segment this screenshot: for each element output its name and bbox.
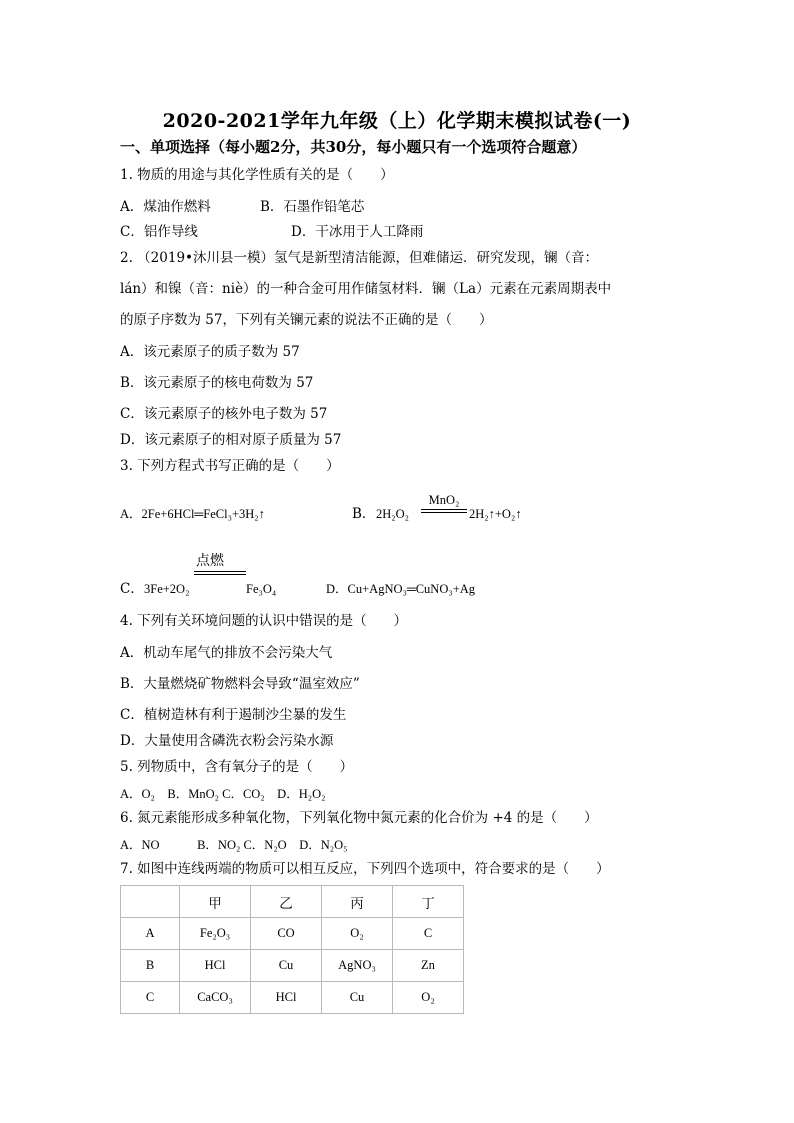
question-2-line-2: lán）和镍（音：niè）的一种合金可用作储氢材料．镧（La）元素在元素周期表中 [120, 281, 612, 297]
question-3-option-c-condition: 点燃 [196, 553, 224, 569]
table-header-cell [121, 886, 180, 918]
question-4-option-b: B．大量燃烧矿物燃料会导致“温室效应” [120, 676, 360, 692]
table-cell: B [121, 950, 180, 982]
question-1-option-b: B．石墨作铅笔芯 [260, 199, 365, 215]
question-2-option-a: A．该元素原子的质子数为 57 [120, 344, 300, 360]
table-row [121, 982, 464, 1014]
question-4-option-d: D．大量使用含磷洗衣粉会污染水源 [120, 733, 334, 749]
table-header-cell: 乙 [251, 886, 322, 918]
question-3-stem: 3. 下列方程式书写正确的是（ ） [120, 458, 340, 474]
question-3-option-c-product: Fe₃O₄ [246, 582, 277, 596]
table-cell: O₂ [322, 918, 393, 950]
question-3-option-b-catalyst: MnO₂ [428, 493, 460, 507]
table-cell: C [393, 918, 464, 950]
question-2-option-c: C．该元素原子的核外电子数为 57 [120, 406, 328, 422]
question-4-stem: 4. 下列有关环境问题的认识中错误的是（ ） [120, 613, 408, 629]
question-4-option-a: A．机动车尾气的排放不会污染大气 [120, 645, 333, 661]
table-cell: Cu [251, 950, 322, 982]
reaction-condition-line [194, 571, 246, 575]
table-header-cell: 丁 [393, 886, 464, 918]
question-2-option-d: D．该元素原子的相对原子质量为 57 [120, 432, 342, 448]
question-1-option-c: C．铝作导线 [120, 224, 198, 240]
question-3-option-b-reactant: 2H₂O₂ [376, 507, 410, 521]
section-heading: 一、单项选择（每小题2分，共30分，每小题只有一个选项符合题意） [120, 138, 587, 156]
table-cell: Zn [393, 950, 464, 982]
question-5-options: A．O₂ B．MnO₂ C．CO₂ D．H₂O₂ [120, 787, 326, 801]
question-6-stem: 6. 氮元素能形成多种氧化物，下列氧化物中氮元素的化合价为 +4 的是（ ） [120, 810, 598, 826]
question-3-option-c-label: C． [120, 581, 144, 597]
question-7-stem: 7. 如图中连线两端的物质可以相互反应，下列四个选项中，符合要求的是（ ） [120, 861, 610, 877]
question-3-option-b-label: B． [352, 506, 376, 522]
question-2-option-b: B．该元素原子的核电荷数为 57 [120, 375, 314, 391]
table-cell: HCl [251, 982, 322, 1014]
question-2-line-1: 2. （2019•沐川县一模）氢气是新型清洁能源，但难储运．研究发现，镧（音： [120, 250, 598, 266]
table-cell: A [121, 918, 180, 950]
question-1-stem: 1. 物质的用途与其化学性质有关的是（ ） [120, 167, 394, 183]
table-cell: CO [251, 918, 322, 950]
question-5-stem: 5. 列物质中，含有氧分子的是（ ） [120, 759, 354, 775]
question-7-table [120, 885, 464, 1014]
table-cell: O₂ [393, 982, 464, 1014]
question-3-option-b-product: 2H₂↑+O₂↑ [469, 507, 522, 521]
question-3-option-a: A．2Fe+6HCl═FeCl₃+3H₂↑ [120, 507, 265, 521]
table-row [121, 950, 464, 982]
reaction-arrow-line [421, 509, 467, 513]
table-cell: Fe₂O₃ [180, 918, 251, 950]
table-cell: C [121, 982, 180, 1014]
table-header-cell: 丙 [322, 886, 393, 918]
table-cell: AgNO₃ [322, 950, 393, 982]
question-1-option-d: D．干冰用于人工降雨 [291, 224, 424, 240]
table-header-row [121, 886, 464, 918]
table-cell: Cu [322, 982, 393, 1014]
question-4-option-c: C．植树造林有利于遏制沙尘暴的发生 [120, 707, 347, 723]
question-1-option-a: A．煤油作燃料 [120, 199, 211, 215]
table-row [121, 918, 464, 950]
page-title: 2020-2021学年九年级（上）化学期末模拟试卷(一) [162, 110, 632, 132]
question-2-line-3: 的原子序数为 57，下列有关镧元素的说法不正确的是（ ） [120, 312, 493, 328]
table-cell: CaCO₃ [180, 982, 251, 1014]
table-cell: HCl [180, 950, 251, 982]
table-header-cell: 甲 [180, 886, 251, 918]
question-3-option-c-reactant: 3Fe+2O₂ [144, 582, 190, 596]
question-3-option-d: D．Cu+AgNO₃═CuNO₃+Ag [326, 582, 476, 596]
question-6-options: A．NO B．NO₂ C．N₂O D．N₂O₅ [120, 838, 348, 852]
